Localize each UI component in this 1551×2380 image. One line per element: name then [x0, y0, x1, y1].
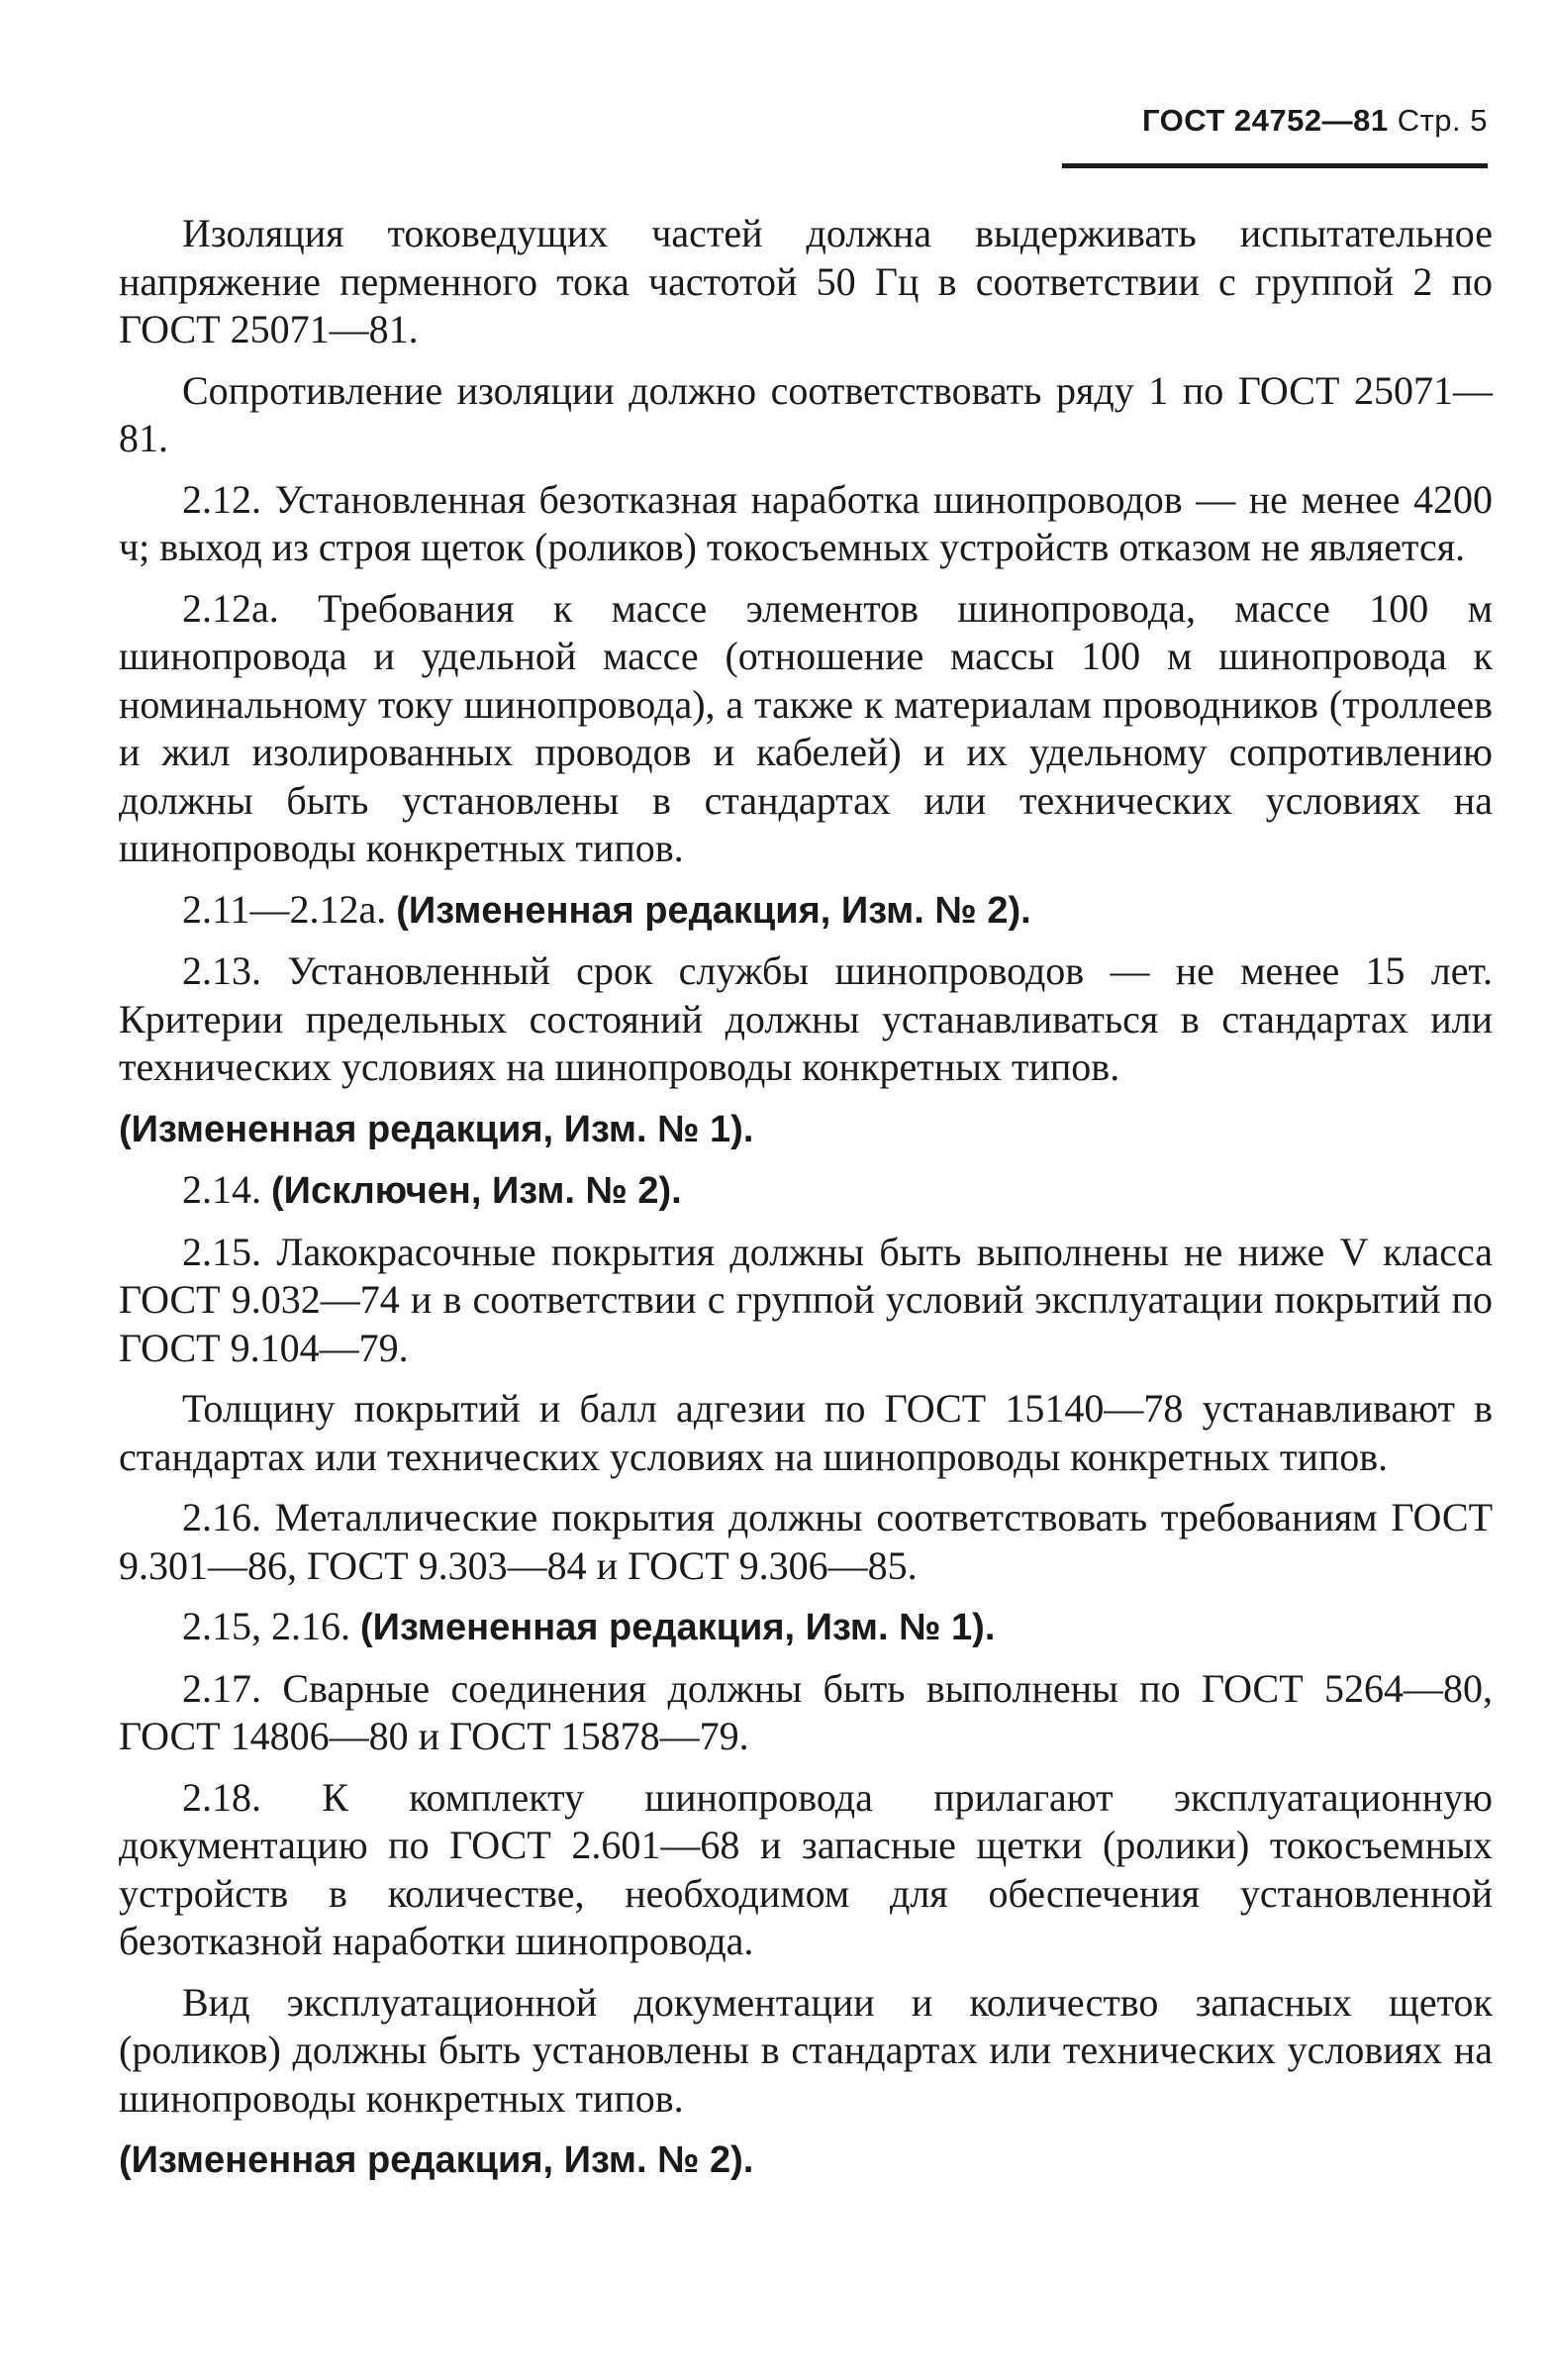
page-number: Стр. 5: [1397, 103, 1488, 138]
amendment-ref: 2.11—2.12а.: [182, 886, 387, 932]
amendment-note-2-11: [119, 886, 1493, 936]
amendment-note-2-18: [119, 2135, 1493, 2185]
paragraph-2-12: 2.12. Установленная безотказная наработка шинопроводов — не менее 4200 ч; выход из строя щеток (роликов) токосъемных устройств отказом не является.: [119, 476, 1493, 569]
paragraph-insulation-resistance: Сопротивление изоляции должно соответствовать ряду 1 по ГОСТ 25071—81.: [119, 367, 1493, 460]
amendment-text: (Измененная редакция, Изм. № 1).: [119, 1108, 754, 1150]
amendment-note-2-15: [119, 1603, 1493, 1652]
paragraph-2-13: 2.13. Установленный срок службы шинопроводов — не менее 15 лет. Критерии предельных состояний должны устанавливаться в стандартах или технических условиях на шинопроводы конкретных типов.: [119, 948, 1493, 1089]
paragraph-2-12a: 2.12а. Требования к массе элементов шинопровода, массе 100 м шинопровода и удельной массе (отношение массы 100 м шинопровода к номинальному току шинопровода), а также к материалам проводников (троллеев и жил изолированных проводов и кабелей) и их удельному сопротивлению должны быть установлены в стандартах или технических условиях на шинопроводы конкретных типов.: [119, 585, 1493, 870]
amendment-text: (Измененная редакция, Изм. № 2).: [119, 2139, 754, 2181]
amendment-note-2-13: [119, 1105, 1493, 1154]
header-rule: [1062, 163, 1488, 168]
excluded-note: (Исключен, Изм. № 2).: [271, 1170, 682, 1212]
standard-number: ГОСТ 24752—81: [1141, 103, 1389, 138]
paragraph-2-16: 2.16. Металлические покрытия должны соответствовать требованиям ГОСТ 9.301—86, ГОСТ 9.303—84 и ГОСТ 9.306—85.: [119, 1495, 1493, 1588]
paragraph-coating-thickness: Толщину покрытий и балл адгезии по ГОСТ 15140—78 устанавливают в стандартах или технических условиях на шинопроводы конкретных типов.: [119, 1386, 1493, 1479]
amendment-text: (Измененная редакция, Изм. № 1).: [360, 1607, 996, 1648]
paragraph-insulation-voltage: Изоляция токоведущих частей должна выдерживать испытательное напряжение перменного тока частотой 50 Гц в соответствии с группой 2 по ГОСТ 25071—81.: [119, 211, 1493, 351]
paragraph-documentation-type: Вид эксплуатационной документации и количество запасных щеток (роликов) должны быть установлены в стандартах или технических условиях на шинопроводы конкретных типов.: [119, 1979, 1493, 2121]
amendment-ref: 2.15, 2.16.: [182, 1604, 350, 1648]
document-body: [119, 210, 1493, 2198]
amendment-text: (Измененная редакция, Изм. № 2).: [396, 889, 1031, 932]
paragraph-2-17: 2.17. Сварные соединения должны быть выполнены по ГОСТ 5264—80, ГОСТ 14806—80 и ГОСТ 15878—79.: [119, 1665, 1493, 1758]
paragraph-2-18: 2.18. К комплекту шинопровода прилагают эксплуатационную документацию по ГОСТ 2.601—68 и запасные щетки (ролики) токосъемных устройств в количестве, необходимом для обеспечения установленной безотказной наработки шинопровода.: [119, 1774, 1493, 1963]
paragraph-2-14: [119, 1166, 1493, 1216]
page-header: [1062, 103, 1488, 139]
section-ref: 2.14.: [182, 1167, 261, 1212]
paragraph-2-15: 2.15. Лакокрасочные покрытия должны быть выполнены не ниже V класса ГОСТ 9.032—74 и в соответствии с группой условий эксплуатации покрытий по ГОСТ 9.104—79.: [119, 1229, 1493, 1370]
